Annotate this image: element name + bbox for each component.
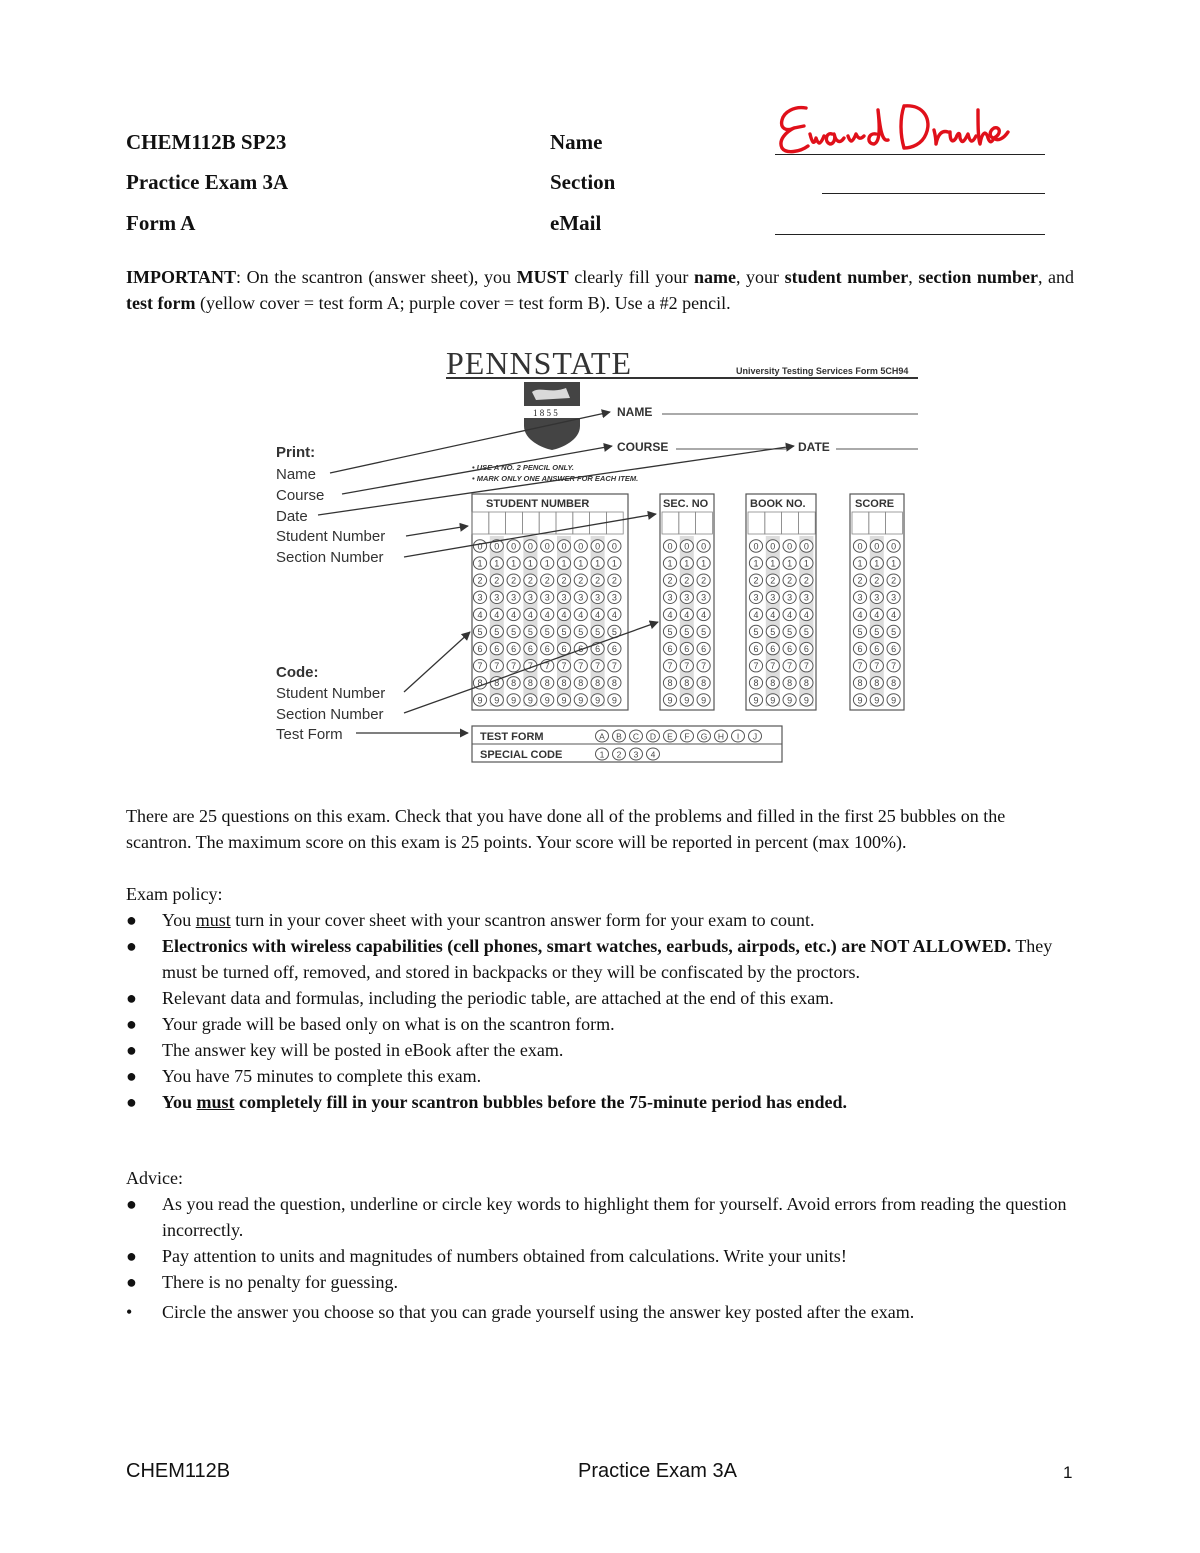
score-writein-box [869,512,886,534]
sec-no-bubble-digit: 4 [684,609,690,620]
instruction-2: • MARK ONLY ONE ANSWER FOR EACH ITEM. [472,474,639,483]
score-bubble-digit: 4 [891,609,897,620]
student-number-bubble-digit: 0 [611,541,617,552]
score-bubble-digit: 8 [874,678,880,689]
test-form-letter: A [599,731,605,742]
student-number-bubble-digit: 7 [561,661,567,672]
advice-item: ● As you read the question, underline or circle key words to highlight them for yourself. Avoid errors from reading the question incorrectly. [126,1194,1067,1240]
book-no-bubble-digit: 1 [770,558,776,569]
policy-item: ● Relevant data and formulas, including the periodic table, are attached at the end of this exam. [126,988,834,1008]
student-number-bubble-digit: 3 [561,592,567,603]
student-number-bubble-digit: 8 [527,678,533,689]
student-number-bubble-digit: 9 [578,695,584,706]
email-field-line[interactable] [775,234,1045,235]
student-number-bubble-digit: 5 [477,626,483,637]
book-no-bubble-digit: 5 [770,626,776,637]
student-number-bubble-digit: 4 [611,609,617,620]
student-number-writein-box [573,512,590,534]
student-number-bubble-digit: 5 [511,626,517,637]
student-number-writein-box [539,512,556,534]
student-number-bubble-digit: 5 [527,626,533,637]
score-bubble-digit: 2 [874,575,880,586]
score-bubble-digit: 7 [874,661,880,672]
student-number-bubble-digit: 8 [595,678,601,689]
sec-no-bubble-digit: 5 [667,626,673,637]
book-no-bubble-digit: 7 [770,661,776,672]
student-number-writein-box [606,512,623,534]
student-number-bubble-digit: 7 [477,661,483,672]
student-number-bubble-digit: 4 [578,609,584,620]
student-number-bubble-digit: 0 [578,541,584,552]
score-bubble-digit: 5 [891,626,897,637]
book-no-writein-box [782,512,799,534]
test-form-letter: J [752,731,758,742]
exam-policy-list [126,907,1074,1115]
print-student-number: Student Number [276,528,386,545]
scantron-name-field: NAME [617,405,653,419]
book-no-bubble-digit: 5 [787,626,793,637]
exam-policy-section [126,881,1074,1115]
book-no-bubble-digit: 4 [753,609,759,620]
student-number-bubble-digit: 1 [494,558,500,569]
student-number-bubble-digit: 6 [595,644,601,654]
student-number-bubble-digit: 6 [544,644,550,654]
score-bubble-digit: 3 [891,592,897,603]
sec-no-bubble-digit: 8 [667,678,673,689]
email-label: eMail [550,211,602,235]
sec-no-header: SEC. NO [663,498,709,510]
sec-no-bubble-digit: 8 [701,678,707,689]
test-form-letter: F [684,731,690,742]
student-number-header: STUDENT NUMBER [486,498,590,510]
testing-services-label: University Testing Services Form 5CH94 [736,366,909,376]
policy-item: ● The answer key will be posted in eBook after the exam. [126,1040,564,1060]
student-number-bubble-digit: 4 [477,609,483,620]
student-number-bubble-digit: 5 [544,626,550,637]
book-no-bubble-digit: 2 [770,575,776,586]
score-header: SCORE [855,498,895,510]
footer-page-number: 1 [1063,1463,1073,1482]
book-no-bubble-digit: 2 [753,575,759,586]
score-bubble-digit: 2 [891,575,897,586]
sec-no-writein-box [696,512,713,534]
student-number-bubble-digit: 3 [477,592,483,603]
sec-no-writein-box [662,512,679,534]
book-no-bubble-digit: 6 [753,644,759,654]
sec-no-writein-box [679,512,696,534]
form-label: Form A [126,211,196,235]
test-form-letter: H [717,731,725,742]
score-bubble-digit: 3 [874,592,880,603]
sec-no-bubble-digit: 2 [701,575,707,586]
student-number-bubble-digit: 2 [611,575,617,586]
advice-title: Advice: [126,1168,183,1188]
book-no-writein-box [798,512,815,534]
student-number-bubble-digit: 5 [595,626,601,637]
book-no-bubble-digit: 7 [803,661,809,672]
student-number-bubble-digit: 1 [511,558,517,569]
policy-item: ● Your grade will be based only on what is on the scantron form. [126,1014,615,1034]
student-number-bubble-digit: 0 [561,541,567,552]
sec-no-bubble-digit: 5 [701,626,707,637]
code-student-number: Student Number [276,685,386,702]
book-no-bubble-digit: 8 [770,678,776,689]
advice-item: • Circle the answer you choose so that you can grade yourself using the answer key posted after the exam. [126,1302,915,1322]
student-number-bubble-digit: 9 [494,695,500,706]
student-number-bubble-digit: 3 [578,592,584,603]
student-number-writein-box [522,512,539,534]
book-no-bubble-digit: 8 [787,678,793,689]
sec-no-bubble-digit: 3 [667,592,673,603]
book-no-bubble-digit: 1 [787,558,793,569]
score-bubble-digit: 9 [857,695,863,706]
student-number-bubble-digit: 0 [527,541,533,552]
name-label: Name [550,130,603,154]
book-no-bubble-digit: 3 [770,592,776,603]
book-no-bubble-digit: 3 [753,592,759,603]
intro-paragraph: There are 25 questions on this exam. Check that you have done all of the problems and filled in the first 25 bubbles on the scantron. The maximum score on this exam is 25 points. Your score will be reported in percent (max 100%). [126,806,1006,852]
student-number-bubble-digit: 8 [544,678,550,689]
student-number-bubble-digit: 8 [511,678,517,689]
student-number-bubble-digit: 2 [578,575,584,586]
student-number-bubble-digit: 1 [611,558,617,569]
sec-no-bubble-digit: 4 [667,609,673,620]
score-bubble-digit: 1 [891,558,897,569]
student-number-bubble-digit: 2 [477,575,483,586]
student-number-bubble-digit: 5 [611,626,617,637]
student-number-bubble-digit: 9 [527,695,533,706]
student-number-bubble-digit: 2 [595,575,601,586]
print-name: Name [276,466,317,483]
student-number-writein-box [506,512,523,534]
student-number-bubble-digit: 7 [494,661,500,672]
book-no-bubble-digit: 1 [753,558,759,569]
book-no-writein-box [748,512,765,534]
student-number-bubble-digit: 8 [611,678,617,689]
book-no-bubble-digit: 1 [803,558,809,569]
book-no-bubble-digit: 6 [803,644,809,654]
score-bubble-digit: 7 [857,661,863,672]
student-number-bubble-digit: 0 [477,541,483,552]
student-number-bubble-digit: 7 [527,661,533,672]
book-no-bubble-digit: 0 [803,541,809,552]
book-no-bubble-digit: 4 [803,609,809,620]
student-number-bubble-digit: 7 [595,661,601,672]
policy-item: ● You must turn in your cover sheet with your scantron answer form for your exam to count. [126,910,815,930]
student-number-bubble-digit: 6 [477,644,483,654]
score-bubble-digit: 2 [857,575,863,586]
score-bubble-digit: 4 [874,609,880,620]
book-no-bubble-digit: 0 [753,541,759,552]
student-number-bubble-digit: 6 [494,644,500,654]
pennstate-logo: PENNSTATE [446,345,632,381]
sec-no-bubble-digit: 7 [701,661,707,672]
book-no-bubble-digit: 9 [803,695,809,706]
book-no-bubble-digit: 0 [787,541,793,552]
student-number-bubble-digit: 6 [611,644,617,654]
sec-no-bubble-digit: 8 [684,678,690,689]
book-no-bubble-digit: 0 [770,541,776,552]
book-no-bubble-digit: 2 [787,575,793,586]
student-number-bubble-digit: 4 [511,609,517,620]
student-number-bubble-digit: 3 [527,592,533,603]
footer-course: CHEM112B [126,1460,231,1482]
policy-item: ● You have 75 minutes to complete this exam. [126,1066,482,1086]
bubble-grid [472,512,902,706]
sec-no-bubble-digit: 0 [701,541,707,552]
sec-no-bubble-digit: 6 [667,644,673,654]
print-date: Date [276,508,308,525]
score-writein-box [852,512,869,534]
book-no-bubble-digit: 8 [753,678,759,689]
score-bubble-digit: 0 [874,541,880,552]
book-no-bubble-digit: 5 [753,626,759,637]
student-number-bubble-digit: 1 [477,558,483,569]
student-number-bubble-digit: 7 [611,661,617,672]
print-section-number: Section Number [276,549,384,566]
student-number-bubble-digit: 7 [578,661,584,672]
book-no-bubble-digit: 4 [787,609,793,620]
student-number-bubble-digit: 3 [544,592,550,603]
student-number-bubble-digit: 6 [578,644,584,654]
book-no-bubble-digit: 5 [803,626,809,637]
signature-image [776,98,1011,158]
student-number-bubble-digit: 9 [561,695,567,706]
score-writein-box [886,512,903,534]
student-number-bubble-digit: 2 [494,575,500,586]
student-number-bubble-digit: 7 [511,661,517,672]
sec-no-bubble-digit: 0 [667,541,673,552]
exam-policy-title: Exam policy: [126,884,223,904]
student-number-bubble-digit: 7 [544,661,550,672]
score-bubble-digit: 5 [857,626,863,637]
student-number-bubble-digit: 5 [561,626,567,637]
test-form-letter: E [667,731,673,742]
sec-no-bubble-digit: 6 [701,644,707,654]
score-bubble-digit: 5 [874,626,880,637]
advice-item: ● There is no penalty for guessing. [126,1272,398,1292]
student-number-bubble-digit: 4 [561,609,567,620]
book-no-bubble-digit: 9 [770,695,776,706]
book-no-bubble-digit: 3 [787,592,793,603]
book-no-bubble-digit: 9 [787,695,793,706]
score-bubble-digit: 8 [891,678,897,689]
student-number-bubble-digit: 4 [494,609,500,620]
book-no-bubble-digit: 8 [803,678,809,689]
book-no-writein-box [765,512,782,534]
section-field-line[interactable] [822,193,1045,194]
score-bubble-digit: 9 [891,695,897,706]
special-code-digit: 4 [650,749,656,760]
instruction-1: • USE A NO. 2 PENCIL ONLY. [472,463,574,472]
scantron-course-field: COURSE [617,440,669,454]
student-number-bubble-digit: 3 [494,592,500,603]
sec-no-bubble-digit: 0 [684,541,690,552]
test-form-letter: C [632,731,640,742]
student-number-writein-box [472,512,489,534]
student-number-bubble-digit: 3 [511,592,517,603]
student-number-bubble-digit: 8 [477,678,483,689]
score-bubble-digit: 0 [857,541,863,552]
student-number-bubble-digit: 9 [511,695,517,706]
student-number-bubble-digit: 1 [527,558,533,569]
sec-no-bubble-digit: 2 [667,575,673,586]
book-no-bubble-digit: 6 [787,644,793,654]
student-number-bubble-digit: 9 [544,695,550,706]
student-number-bubble-digit: 1 [578,558,584,569]
student-number-bubble-digit: 0 [511,541,517,552]
score-bubble-digit: 9 [874,695,880,706]
footer-exam: Practice Exam 3A [578,1460,737,1482]
score-bubble-digit: 6 [891,644,897,654]
student-number-bubble-digit: 9 [477,695,483,706]
student-number-bubble-digit: 3 [611,592,617,603]
section-label: Section [550,170,616,194]
student-number-bubble-digit: 2 [511,575,517,586]
pointer-arrows [318,412,794,733]
student-number-bubble-digit: 0 [544,541,550,552]
student-number-bubble-digit: 2 [527,575,533,586]
score-bubble-digit: 3 [857,592,863,603]
print-course: Course [276,487,325,504]
print-title: Print: [276,444,316,461]
student-number-bubble-digit: 8 [561,678,567,689]
student-number-writein-box [489,512,506,534]
year-label: 1 8 5 5 [533,408,558,418]
test-form-letter: G [700,731,708,742]
book-no-bubble-digit: 2 [803,575,809,586]
book-no-header: BOOK NO. [750,498,806,510]
student-number-bubble-digit: 2 [544,575,550,586]
test-form-letter: B [616,731,622,742]
policy-item: ● You must completely fill in your scantron bubbles before the 75-minute period has ended. [126,1092,848,1112]
student-number-bubble-digit: 4 [595,609,601,620]
student-number-bubble-digit: 3 [595,592,601,603]
sec-no-bubble-digit: 9 [684,695,690,706]
student-number-bubble-digit: 8 [494,678,500,689]
sec-no-bubble-digit: 1 [701,558,707,569]
score-bubble-digit: 6 [874,644,880,654]
student-number-bubble-digit: 9 [611,695,617,706]
sec-no-bubble-digit: 9 [667,695,673,706]
score-bubble-digit: 7 [891,661,897,672]
sec-no-bubble-digit: 2 [684,575,690,586]
student-number-bubble-digit: 4 [527,609,533,620]
sec-no-bubble-digit: 9 [701,695,707,706]
sec-no-bubble-digit: 1 [667,558,673,569]
student-number-bubble-digit: 0 [494,541,500,552]
student-number-bubble-digit: 2 [561,575,567,586]
score-bubble-digit: 0 [891,541,897,552]
sec-no-bubble-digit: 4 [701,609,707,620]
student-number-bubble-digit: 6 [561,644,567,654]
code-test-form: Test Form [276,726,343,743]
sec-no-bubble-digit: 1 [684,558,690,569]
score-bubble-digit: 8 [857,678,863,689]
book-no-bubble-digit: 7 [787,661,793,672]
sec-no-bubble-digit: 7 [684,661,690,672]
book-no-bubble-digit: 3 [803,592,809,603]
policy-item: ● Electronics with wireless capabilities (cell phones, smart watches, earbuds, airpods, etc.) are NOT ALLOWED. They must be turned off, removed, and stored in backpacks or they will be confiscated by the proctors. [126,936,1053,982]
advice-list [126,1191,1074,1325]
sec-no-bubble-digit: 7 [667,661,673,672]
advice-item: ● Pay attention to units and magnitudes of numbers obtained from calculations. Write your units! [126,1246,847,1266]
book-no-bubble-digit: 4 [770,609,776,620]
sec-no-bubble-digit: 5 [684,626,690,637]
score-bubble-digit: 1 [857,558,863,569]
test-form-letter: D [649,731,657,742]
student-number-bubble-digit: 6 [527,644,533,654]
student-number-bubble-digit: 5 [578,626,584,637]
advice-section [126,1165,1074,1325]
scantron-date-field: DATE [798,440,830,454]
book-no-bubble-digit: 7 [753,661,759,672]
score-bubble-digit: 6 [857,644,863,654]
student-number-bubble-digit: 1 [595,558,601,569]
test-form-bubbles [596,730,762,760]
student-number-bubble-digit: 8 [578,678,584,689]
important-paragraph: IMPORTANT: On the scantron (answer sheet), you MUST clearly fill your name, your student number, section number, and test form (yellow cover = test form A; purple cover = test form B). Use a #2 pencil. [126,267,1075,313]
book-no-bubble-digit: 9 [753,695,759,706]
special-code-digit: 1 [599,749,605,760]
student-number-bubble-digit: 9 [595,695,601,706]
special-code-digit: 2 [616,749,622,760]
student-number-bubble-digit: 1 [561,558,567,569]
test-form-label: TEST FORM [480,731,544,743]
book-no-bubble-digit: 6 [770,644,776,654]
special-code-label: SPECIAL CODE [480,749,563,761]
student-number-bubble-digit: 6 [511,644,517,654]
exam-title: Practice Exam 3A [126,170,289,194]
score-bubble-digit: 1 [874,558,880,569]
sec-no-bubble-digit: 3 [701,592,707,603]
student-number-bubble-digit: 5 [494,626,500,637]
course-title: CHEM112B SP23 [126,130,287,154]
scantron-diagram [270,340,930,770]
student-number-bubble-digit: 1 [544,558,550,569]
score-bubble-digit: 4 [857,609,863,620]
student-number-bubble-digit: 4 [544,609,550,620]
sec-no-bubble-digit: 6 [684,644,690,654]
sec-no-bubble-digit: 3 [684,592,690,603]
code-title: Code: [276,664,319,681]
test-form-letter: I [736,731,740,742]
code-section-number: Section Number [276,706,384,723]
student-number-bubble-digit: 0 [595,541,601,552]
special-code-digit: 3 [633,749,639,760]
